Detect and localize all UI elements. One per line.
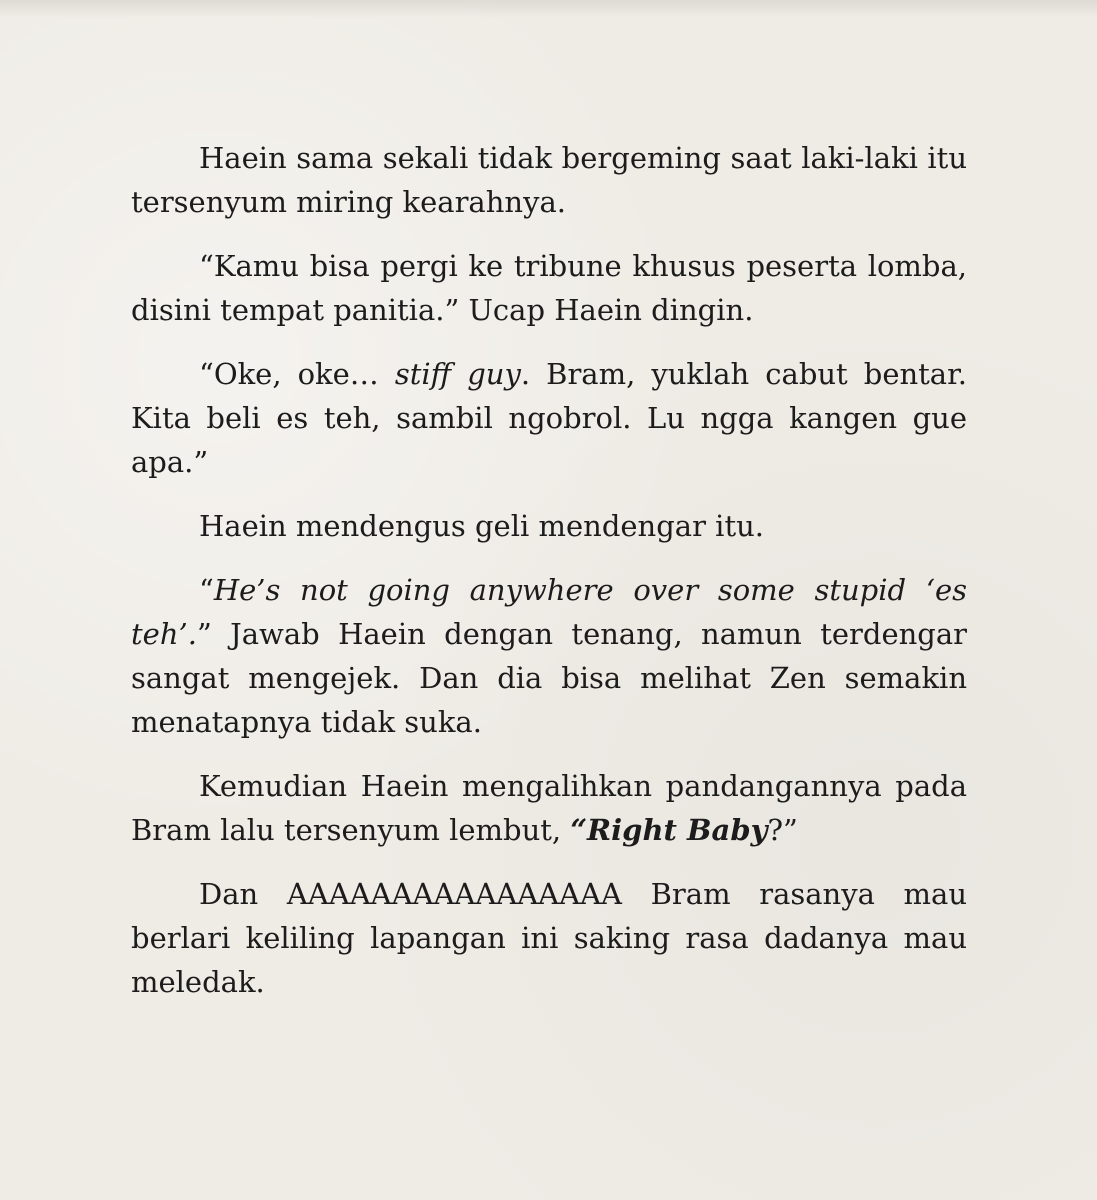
paragraph-1	[131, 136, 967, 224]
paragraph-6-text-end: ?”	[767, 813, 798, 847]
paragraph-5-italic: He’s not going anywhere over some stupid ‘es teh’.	[131, 573, 967, 651]
paragraph-6-bold-italic: “Right Baby	[570, 813, 768, 847]
paragraph-5-open-quote: “	[199, 573, 214, 607]
paragraph-6-text-start: Kemudian Haein mengalihkan pandangannya pada Bram lalu tersenyum lembut,	[131, 769, 967, 847]
paragraph-3-text-start: “Oke, oke…	[199, 357, 395, 391]
paragraph-3	[131, 352, 967, 484]
text-column	[131, 136, 967, 1004]
paragraph-3-italic: stiff guy	[394, 357, 521, 391]
paragraph-4	[131, 504, 967, 548]
paragraph-7	[131, 872, 967, 1004]
paragraph-5	[131, 568, 967, 744]
paragraph-3-text-end: . Bram, yuklah cabut bentar. Kita beli es teh, sambil ngobrol. Lu ngga kangen gue apa.”	[131, 357, 967, 479]
paragraph-4-text: Haein mendengus geli mendengar itu.	[199, 509, 764, 543]
top-edge-shade	[0, 0, 1097, 18]
paragraph-2-text: “Kamu bisa pergi ke tribune khusus peserta lomba, disini tempat panitia.” Ucap Haein dingin.	[131, 249, 967, 327]
paragraph-6	[131, 764, 967, 852]
paragraph-1-text: Haein sama sekali tidak bergeming saat laki-laki itu tersenyum miring kearahnya.	[131, 141, 967, 219]
paragraph-5-text-end: ” Jawab Haein dengan tenang, namun terdengar sangat mengejek. Dan dia bisa melihat Zen semakin menatapnya tidak suka.	[131, 617, 967, 739]
paragraph-2	[131, 244, 967, 332]
paragraph-7-text: Dan AAAAAAAAAAAAAAAA Bram rasanya mau berlari keliling lapangan ini saking rasa dadanya mau meledak.	[131, 877, 967, 999]
